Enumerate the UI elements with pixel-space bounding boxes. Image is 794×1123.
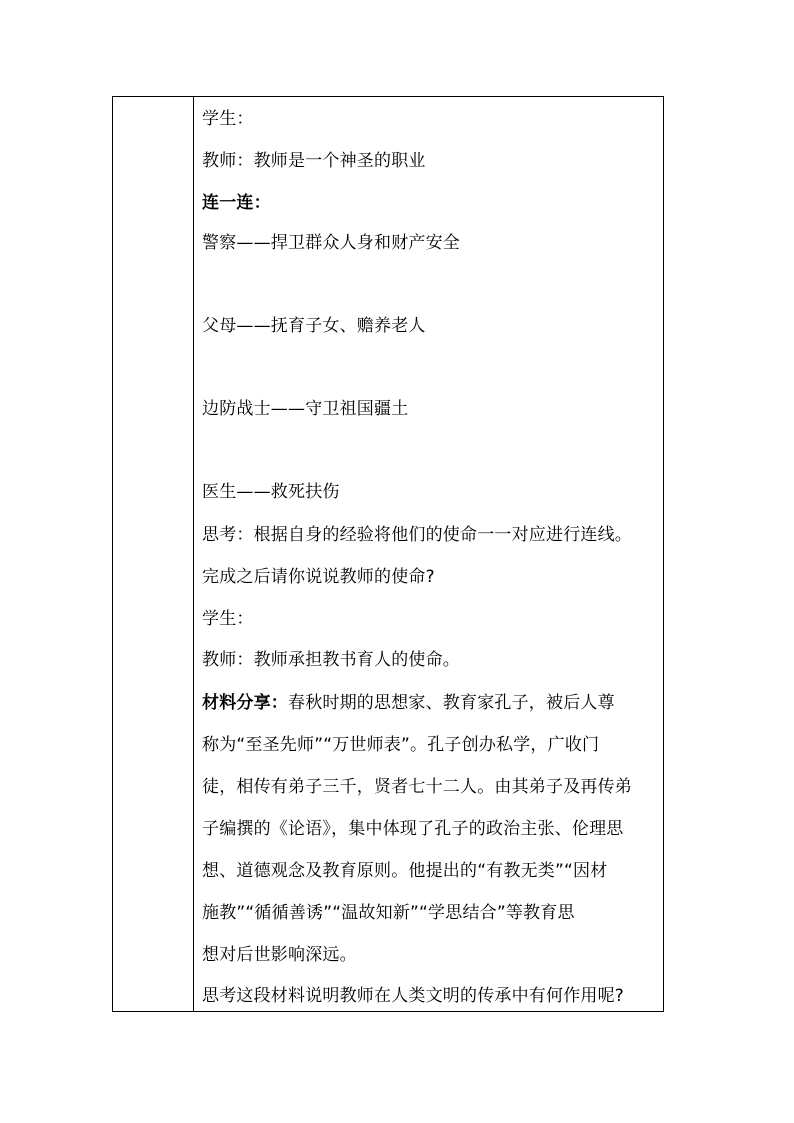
- text-line: 材料分享：春秋时期的思想家、教育家孔子，被后人尊: [202, 693, 615, 713]
- text-line: 思考：根据自身的经验将他们的使命一一对应进行连线。: [202, 525, 632, 545]
- text-line: 教师：教师承担教书育人的使命。: [202, 650, 460, 670]
- text-line: 思考这段材料说明教师在人类文明的传承中有何作用呢?: [202, 986, 625, 1006]
- text-line: 父母——抚育子女、赡养老人: [202, 316, 426, 336]
- text-line: 学生：: [202, 109, 254, 129]
- lesson-table: [112, 96, 664, 1012]
- text-line: 子编撰的《论语》，集中体现了孔子的政治主张、伦理思: [202, 819, 624, 839]
- bold-heading: 材料分享：: [202, 693, 288, 713]
- text-line: 想、道德观念及教育原则。他提出的“有教无类”“因材: [202, 861, 608, 881]
- text-line: [202, 193, 271, 213]
- content-cell: [202, 97, 662, 1011]
- text-line: 教师：教师是一个神圣的职业: [202, 151, 426, 171]
- text-line: 想对后世影响深远。: [202, 945, 357, 965]
- text-line: 医生——救死扶伤: [202, 482, 340, 502]
- text-line: 完成之后请你说说教师的使命?: [202, 567, 435, 587]
- text-line: 称为“至圣先师”“万世师表”。孔子创办私学，广收门: [202, 735, 600, 755]
- text-line: 学生：: [202, 609, 254, 629]
- column-divider: [193, 97, 194, 1011]
- text-line: 徒，相传有弟子三千，贤者七十二人。由其弟子及再传弟: [202, 777, 632, 797]
- text-line: 警察——捍卫群众人身和财产安全: [202, 233, 460, 253]
- bold-heading: 连一连：: [202, 193, 271, 213]
- text-line: 施教”“循循善诱”“温故知新”“学思结合”等教育思: [202, 903, 575, 923]
- text-line: 边防战士——守卫祖国疆土: [202, 399, 409, 419]
